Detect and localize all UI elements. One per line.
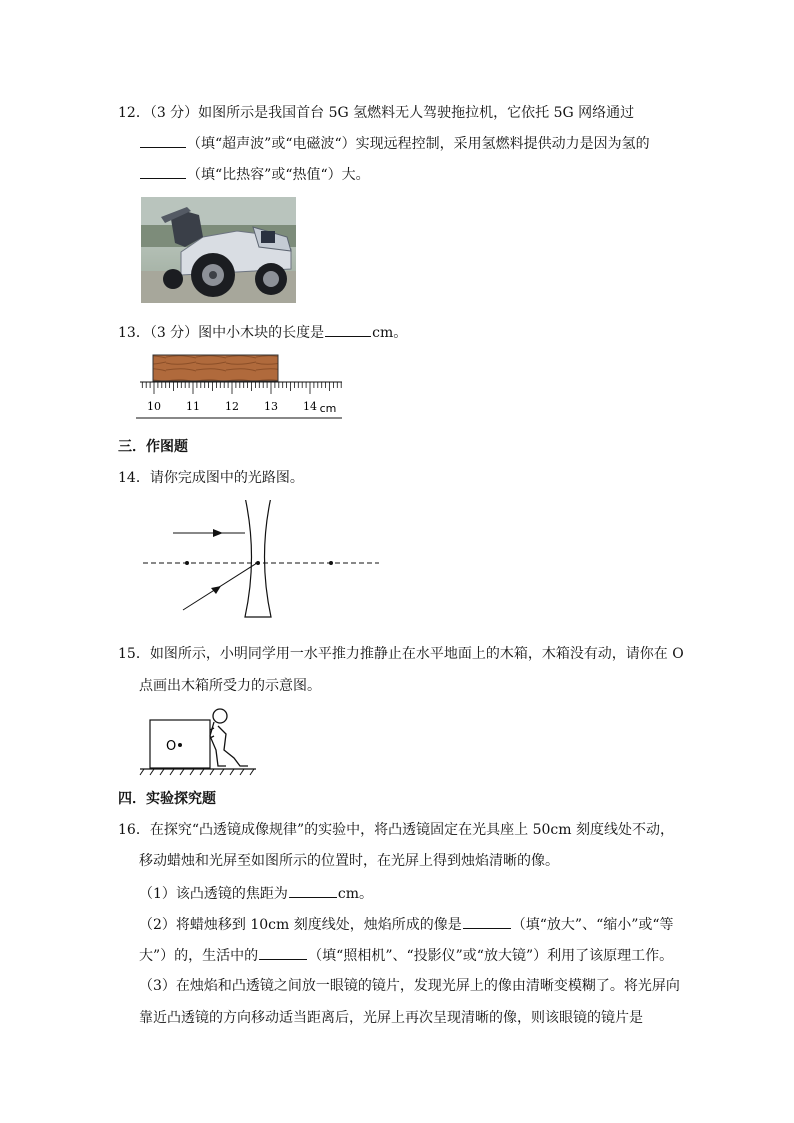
ruler-label-12: 12 — [225, 400, 239, 413]
q16-part2-before: （2）将蜡烛移到 10cm 刻度线处，烛焰所成的像是 — [139, 917, 462, 933]
q12-line3 — [139, 164, 370, 185]
q12-line3-text: （填“比热容”或“热值“）大。 — [187, 167, 370, 183]
arrow-head-2 — [211, 586, 221, 594]
q12-line2 — [139, 133, 650, 154]
q12-blank2[interactable] — [140, 164, 186, 179]
q16-blank-image-size[interactable] — [463, 914, 511, 929]
q12-blank1[interactable] — [140, 133, 186, 148]
focal-point-left — [185, 561, 189, 565]
ruler-ticks — [142, 382, 341, 394]
q16-part3-line2: 靠近凸透镜的方向移动适当距离后，光屏上再次呈现清晰的像，则该眼镜的镜片是 — [139, 1010, 643, 1026]
q13-blank[interactable] — [325, 322, 371, 337]
tractor-photo — [141, 197, 296, 303]
q13-text-before: 13．（3 分）图中小木块的长度是 — [118, 325, 325, 341]
push-box-figure — [138, 706, 262, 776]
q16-line1: 16．在探究“凸透镜成像规律”的实验中，将凸透镜固定在光具座上 50cm 刻度线处不动， — [118, 822, 674, 838]
section3-heading: 三．作图题 — [118, 439, 188, 455]
person-figure — [210, 709, 248, 766]
ruler-unit: cm — [319, 402, 337, 415]
focal-point-right — [329, 561, 333, 565]
q12-line2-text: （填“超声波”或“电磁波“）实现远程控制，采用氢燃料提供动力是因为氢的 — [187, 136, 650, 152]
concave-lens-diagram — [141, 500, 381, 620]
wooden-block — [153, 355, 278, 381]
q16-blank-focal-length[interactable] — [289, 883, 337, 898]
q16-part2-after: （填“放大”、“缩小”或“等 — [511, 917, 674, 933]
q13-line — [118, 322, 407, 343]
q12-line1: 12．（3 分）如图所示是我国首台 5G 氢燃料无人驾驶拖拉机，它依托 5G 网络通过 — [118, 105, 635, 121]
ruler-label-14: 14 — [303, 400, 317, 413]
ruler-label-13: 13 — [264, 400, 278, 413]
q16-part1-after: cm。 — [337, 886, 374, 902]
ruler-label-11: 11 — [186, 400, 200, 413]
point-o-label: O — [166, 739, 177, 754]
point-o — [178, 743, 182, 747]
arrow-head-1 — [213, 529, 223, 537]
ground-hatching — [140, 769, 254, 775]
q16-part2b-before: 大”）的，生活中的 — [139, 948, 259, 964]
q15-line2: 点画出木箱所受力的示意图。 — [139, 678, 321, 694]
q16-part2b — [139, 945, 673, 966]
q16-part1 — [139, 883, 373, 904]
ruler-label-10: 10 — [147, 400, 161, 413]
q16-part1-before: （1）该凸透镜的焦距为 — [139, 886, 288, 902]
ruler-figure — [136, 352, 348, 422]
q16-blank-device[interactable] — [259, 945, 307, 960]
q16-part2b-after: （填“照相机”、“投影仪”或“放大镜”）利用了该原理工作。 — [308, 948, 674, 964]
concave-lens — [245, 500, 271, 617]
q13-text-after: cm。 — [372, 325, 408, 341]
optical-center — [256, 561, 260, 565]
q16-line2: 移动蜡烛和光屏至如图所示的位置时，在光屏上得到烛焰清晰的像。 — [139, 853, 559, 869]
q15-line1: 15．如图所示，小明同学用一水平推力推静止在水平地面上的木箱，木箱没有动，请你在 O — [118, 646, 684, 662]
q16-part2 — [139, 914, 674, 935]
q16-part3-line1: （3）在烛焰和凸透镜之间放一眼镜的镜片，发现光屏上的像由清晰变模糊了。将光屏向 — [139, 978, 680, 994]
q14-text: 14．请你完成图中的光路图。 — [118, 470, 304, 486]
section4-heading: 四．实验探究题 — [118, 791, 216, 807]
